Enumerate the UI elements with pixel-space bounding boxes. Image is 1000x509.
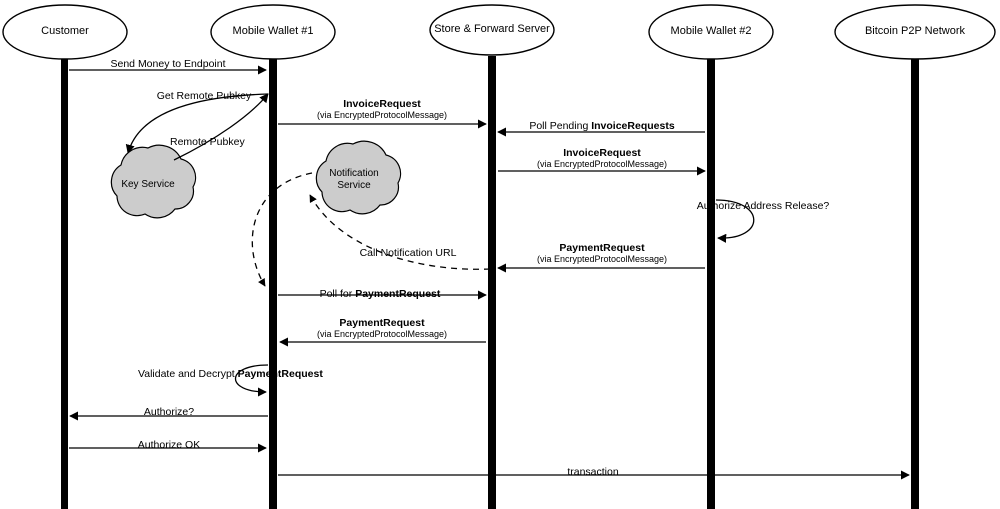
lifeline-wallet1 [269,56,277,509]
cloud-label-key-service: Key Service [121,179,175,190]
msg-sub-invoicerequest-to-server: (via EncryptedProtocolMessage) [316,110,448,120]
arrow-get-remote-pubkey [128,94,268,153]
actor-head-wallet1 [211,5,335,59]
msg-bold-invoicerequests: InvoiceRequests [591,120,675,132]
cloud-shapes [111,141,400,218]
msg-main-paymentrequest-to-server: PaymentRequest [559,242,645,254]
cloud-label-notification-line2: Service [337,180,371,191]
actor-heads [3,5,995,59]
msg-main-paymentrequest-to-wallet1: PaymentRequest [339,317,425,329]
actor-head-server [430,5,554,55]
arrow-validate-and-decrypt [235,365,268,392]
actor-label-wallet2: Mobile Wallet #2 [670,25,752,37]
lifeline-wallet2 [707,56,715,509]
cloud-label-notification-line1: Notification [329,168,379,179]
lifelines [61,56,919,509]
actor-label-bitcoin: Bitcoin P2P Network [864,25,966,37]
msg-bold-paymentrequest-poll: PaymentRequest [355,288,441,300]
lifeline-server [488,56,496,509]
cloud-notification-service [316,141,400,214]
msg-label-get-remote-pubkey: Get Remote Pubkey [156,90,252,102]
msg-bold-paymentrequest-validate: PaymentRequest [237,368,323,380]
msg-label-remote-pubkey: Remote Pubkey [170,136,245,148]
actor-label-customer: Customer [41,25,89,37]
msg-pre-poll-pending: Poll Pending [529,120,592,132]
actor-head-bitcoin [835,5,995,59]
msg-main-invoicerequest-to-server: InvoiceRequest [343,98,421,110]
msg-label-authorize-question: Authorize? [143,406,195,418]
actor-head-customer [3,5,127,59]
arrow-notify-wallet1 [252,173,312,286]
msg-label-authorize-ok: Authorize OK [137,439,201,451]
actor-label-wallet1: Mobile Wallet #1 [232,25,314,37]
msg-sub-invoicerequest-to-wallet2: (via EncryptedProtocolMessage) [536,159,668,169]
actor-head-wallet2 [649,5,773,59]
msg-label-transaction: transaction [567,466,619,478]
msg-sub-paymentrequest-to-server: (via EncryptedProtocolMessage) [536,254,668,264]
msg-label-call-notification-url: Call Notification URL [359,247,457,259]
msg-label-send-money-to-endpoint: Send Money to Endpoint [110,58,226,70]
actor-label-server: Store & Forward Server [434,23,550,35]
msg-main-invoicerequest-to-wallet2: InvoiceRequest [563,147,641,159]
lifeline-customer [61,56,68,509]
msg-pre-poll-for: Poll for [319,288,356,300]
msg-sub-paymentrequest-to-wallet1: (via EncryptedProtocolMessage) [316,329,448,339]
lifeline-bitcoin [911,56,919,509]
msg-label-authorize-address-release: Authorize Address Release? [696,200,830,212]
msg-pre-validate-decrypt: Validate and Decrypt [138,368,238,380]
arrow-authorize-address-release [716,200,754,238]
